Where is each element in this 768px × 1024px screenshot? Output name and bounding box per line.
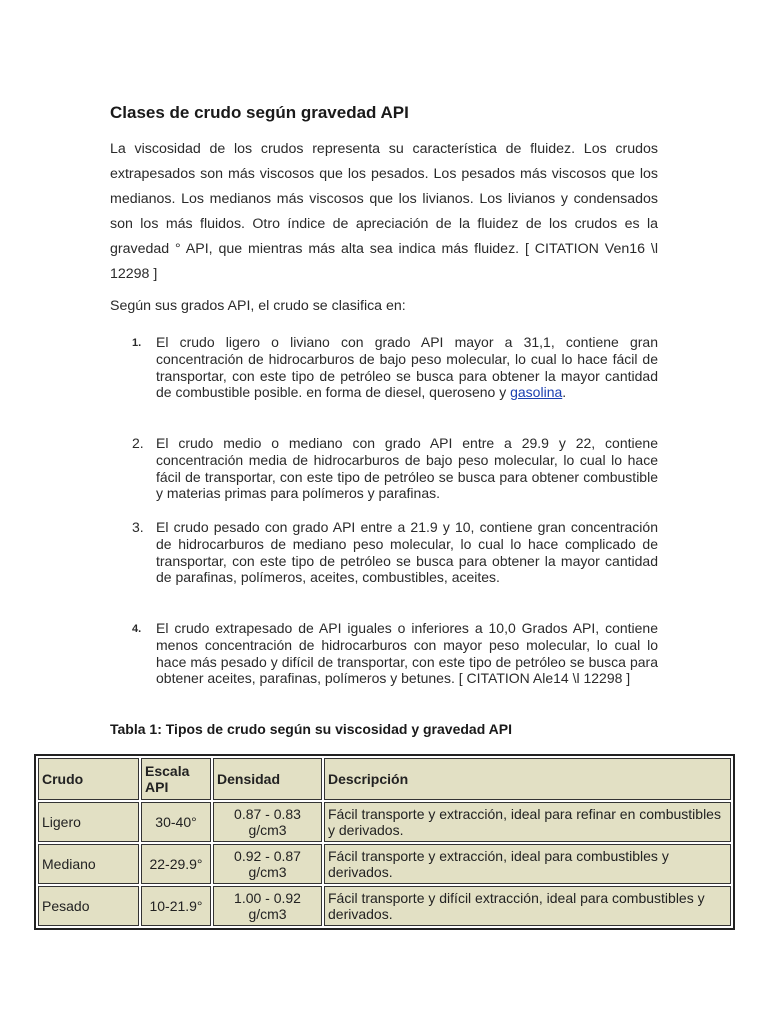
list-item-text-2: El crudo medio o mediano con grado API entre a 29.9 y 22, contiene concentración media de hidrocarburos de bajo peso molecular, lo cual lo hace fácil de transportar, con este tipo de petróleo se busca para obtener combustible y materias primas para polímeros y parafinas.	[156, 435, 658, 502]
header-descripcion: Descripción	[324, 758, 731, 800]
cell-densidad: 0.92 - 0.87 g/cm3	[213, 844, 322, 884]
table-caption: Tabla 1: Tipos de crudo según su viscosidad y gravedad API	[110, 721, 512, 737]
list-item-text-3: El crudo pesado con grado API entre a 21.9 y 10, contiene gran concentración de hidrocarburos de mediano peso molecular, lo cual lo hace complicado de transportar, con este tipo de petróleo se busca para obtener la mayor cantidad de parafinas, polímeros, aceites, combustibles, aceites.	[156, 519, 658, 586]
list-item-body-1: El crudo ligero o liviano con grado API mayor a 31,1, contiene gran concentración de hidrocarburos de bajo peso molecular, lo cual lo hace fácil de transportar, con este tipo de petróleo se busca para obtener la mayor cantidad de combustible posible. en forma de diesel, queroseno y	[156, 334, 658, 401]
table-header-row	[38, 758, 731, 800]
header-densidad: Densidad	[213, 758, 322, 800]
list-number-1: 1.	[132, 337, 142, 349]
list-number-2: 2.	[132, 435, 144, 451]
cell-descripcion: Fácil transporte y difícil extracción, ideal para combustibles y derivados.	[324, 886, 731, 926]
cell-descripcion: Fácil transporte y extracción, ideal para combustibles y derivados.	[324, 844, 731, 884]
cell-escala-api: 22-29.9°	[141, 844, 211, 884]
gasolina-link[interactable]: gasolina	[510, 384, 563, 401]
intro-paragraph: La viscosidad de los crudos representa su característica de fluidez. Los crudos extrapesados son más viscosos que los pesados. Los pesados más viscosos que los medianos. Los medianos más viscosos que los livianos. Los livianos y condensados son los más fluidos. Otro índice de apreciación de la fluidez de los crudos es la gravedad ° API, que mientras más alta sea indica más fluidez. [ CITATION Ven16 \l 12298 ]	[110, 141, 658, 282]
header-crudo: Crudo	[38, 758, 139, 800]
section-heading: Clases de crudo según gravedad API	[110, 103, 409, 122]
list-item-1	[110, 334, 658, 401]
cell-densidad: 0.87 - 0.83 g/cm3	[213, 802, 322, 842]
cell-crudo: Pesado	[38, 886, 139, 926]
cell-crudo: Mediano	[38, 844, 139, 884]
cell-crudo: Ligero	[38, 802, 139, 842]
table-row	[38, 844, 731, 884]
list-item-4	[110, 620, 658, 687]
cell-densidad: 1.00 - 0.92 g/cm3	[213, 886, 322, 926]
list-number-3: 3.	[132, 519, 144, 535]
header-escala-api: Escala API	[141, 758, 211, 800]
list-lead-sentence: Según sus grados API, el crudo se clasifica en:	[110, 298, 406, 314]
list-item-tail-1: .	[562, 384, 567, 401]
list-item-text-1	[156, 334, 658, 401]
cell-escala-api: 10-21.9°	[141, 886, 211, 926]
table-row	[38, 886, 731, 926]
list-item-2	[110, 435, 658, 502]
list-item-text-4: El crudo extrapesado de API iguales o inferiores a 10,0 Grados API, contiene menos concentración de hidrocarburos con mayor peso molecular, lo cual lo hace más pesado y difícil de transportar, con este tipo de petróleo se busca para obtener aceites, parafinas, polímeros y betunes. [ CITATION Ale14 \l 12298 ]	[156, 620, 658, 687]
table-row	[38, 802, 731, 842]
list-number-4: 4.	[132, 623, 142, 635]
cell-descripcion: Fácil transporte y extracción, ideal para refinar en combustibles y derivados.	[324, 802, 731, 842]
list-item-3	[110, 519, 658, 586]
crude-types-table	[34, 754, 735, 930]
cell-escala-api: 30-40°	[141, 802, 211, 842]
